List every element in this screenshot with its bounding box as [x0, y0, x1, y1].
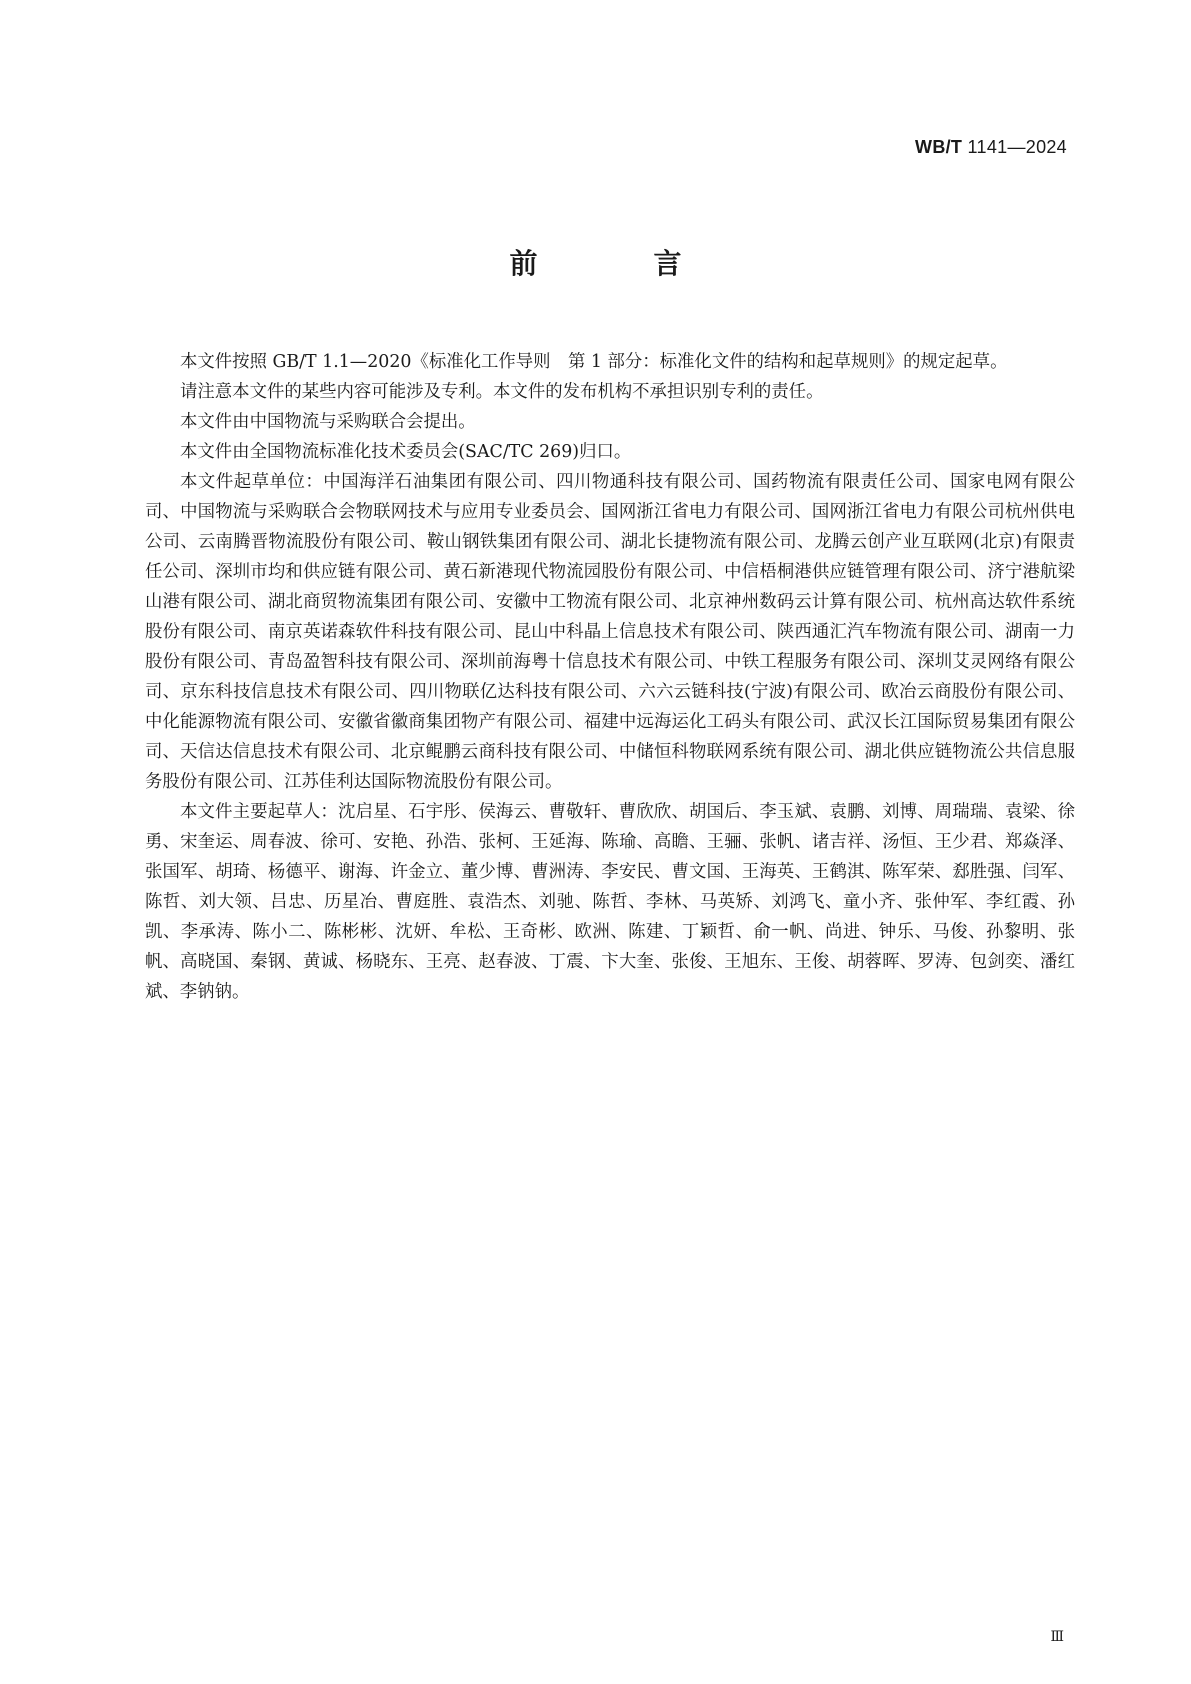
page-number: Ⅲ	[1050, 1629, 1064, 1645]
paragraph-proposer: 本文件由中国物流与采购联合会提出。	[180, 412, 476, 432]
paragraph-technical-committee: 本文件由全国物流标准化技术委员会(SAC/TC 269)归口。	[180, 442, 632, 462]
foreword-body	[145, 347, 1075, 1007]
standard-code-number: 1141—2024	[967, 137, 1067, 157]
standard-code-prefix: WB/T	[915, 137, 963, 157]
page-title: 前 言	[509, 247, 726, 280]
paragraph-patent-notice: 请注意本文件的某些内容可能涉及专利。本文件的发布机构不承担识别专利的责任。	[180, 382, 824, 402]
paragraph-drafting-organizations: 本文件起草单位：中国海洋石油集团有限公司、四川物通科技有限公司、国药物流有限责任公司、国家电网有限公司、中国物流与采购联合会物联网技术与应用专业委员会、国网浙江省电力有限公司、国网浙江省电力有限公司杭州供电公司、云南腾晋物流股份有限公司、鞍山钢铁集团有限公司、湖北长捷物流有限公司、龙腾云创产业互联网(北京)有限责任公司、深圳市均和供应链有限公司、黄石新港现代物流园股份有限公司、中信梧桐港供应链管理有限公司、济宁港航梁山港有限公司、湖北商贸物流集团有限公司、安徽中工物流有限公司、北京神州数码云计算有限公司、杭州高达软件系统股份有限公司、南京英诺森软件科技有限公司、昆山中科晶上信息技术有限公司、陕西通汇汽车物流有限公司、湖南一力股份有限公司、青岛盈智科技有限公司、深圳前海粤十信息技术有限公司、中铁工程服务有限公司、深圳艾灵网络有限公司、京东科技信息技术有限公司、四川物联亿达科技有限公司、六六云链科技(宁波)有限公司、欧冶云商股份有限公司、中化能源物流有限公司、安徽省徽商集团物产有限公司、福建中远海运化工码头有限公司、武汉长江国际贸易集团有限公司、天信达信息技术有限公司、北京鲲鹏云商科技有限公司、中储恒科物联网系统有限公司、湖北供应链物流公共信息服务股份有限公司、江苏佳利达国际物流股份有限公司。	[145, 472, 1075, 792]
paragraph-drafters: 本文件主要起草人：沈启星、石宇彤、侯海云、曹敬轩、曹欣欣、胡国后、李玉斌、袁鹏、刘博、周瑞瑞、袁梁、徐勇、宋奎运、周春波、徐可、安艳、孙浩、张柯、王延海、陈瑜、高瞻、王骊、张帆、诸吉祥、汤恒、王少君、郑焱泽、张国军、胡琦、杨德平、谢海、许金立、董少博、曹洲涛、李安民、曹文国、王海英、王鹤淇、陈军荣、郄胜强、闫军、陈哲、刘大领、吕忠、历星冶、曹庭胜、袁浩杰、刘驰、陈哲、李林、马英矫、刘鸿飞、童小齐、张仲军、李红霞、孙凯、李承涛、陈小二、陈彬彬、沈妍、牟松、王奇彬、欧洲、陈建、丁颖哲、俞一帆、尚进、钟乐、马俊、孙黎明、张帆、高晓国、秦钢、黄诚、杨晓东、王亮、赵春波、丁震、卞大奎、张俊、王旭东、王俊、胡蓉晖、罗涛、包剑奕、潘红斌、李钠钠。	[145, 802, 1075, 1002]
standard-code	[915, 137, 1067, 158]
paragraph-drafting-rules: 本文件按照 GB/T 1.1—2020《标准化工作导则 第 1 部分：标准化文件的结构和起草规则》的规定起草。	[180, 352, 1008, 372]
